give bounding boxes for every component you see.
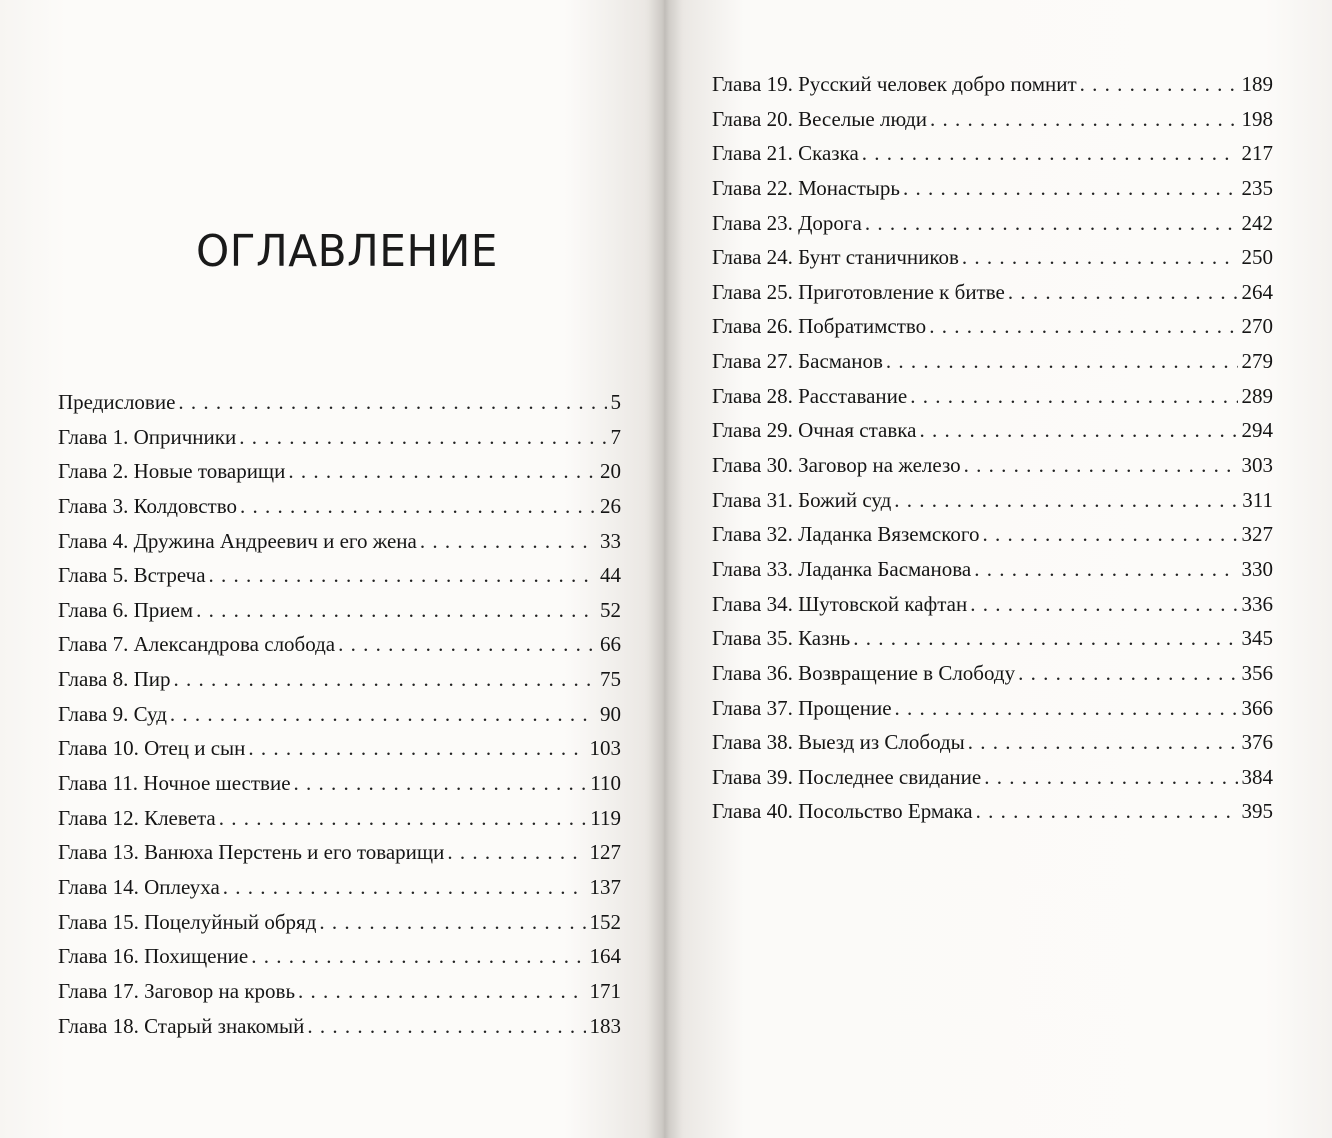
toc-entry-title: Глава 29. Очная ставка	[712, 418, 917, 443]
dot-leader	[970, 587, 1237, 622]
toc-entry-title: Глава 2. Новые товарищи	[58, 459, 286, 484]
toc-entry-page-number: 289	[1241, 383, 1273, 408]
toc-entry-title: Глава 23. Дорога	[712, 210, 862, 235]
dot-leader	[930, 102, 1237, 137]
toc-entry-page-number: 345	[1241, 626, 1273, 651]
toc-entry-page-number: 242	[1241, 210, 1273, 235]
toc-entry-title: Глава 8. Пир	[58, 667, 171, 692]
dot-leader	[338, 627, 596, 662]
dot-leader	[853, 621, 1237, 656]
toc-entry	[58, 870, 621, 905]
toc-entry-title: Глава 16. Похищение	[58, 944, 249, 969]
dot-leader	[886, 344, 1238, 379]
dot-leader	[974, 552, 1237, 587]
toc-entry-title: Глава 33. Ладанка Басманова	[712, 556, 972, 581]
toc-entry	[58, 1009, 621, 1044]
toc-entry	[58, 489, 621, 524]
toc-entry	[712, 691, 1273, 726]
dot-leader	[976, 794, 1238, 829]
book-gutter	[648, 0, 682, 1138]
dot-leader	[865, 206, 1238, 241]
toc-entry-page-number: 294	[1241, 418, 1273, 443]
dot-leader	[248, 731, 585, 766]
dot-leader	[447, 835, 585, 870]
toc-entry	[58, 974, 621, 1009]
toc-entry-title: Глава 3. Колдовство	[58, 493, 237, 518]
toc-entry-title: Глава 39. Последнее свидание	[712, 764, 982, 789]
toc-entry-title: Глава 14. Оплеуха	[58, 874, 220, 899]
toc-entry-title: Глава 5. Встреча	[58, 563, 206, 588]
toc-entry	[712, 171, 1273, 206]
dot-leader	[251, 939, 585, 974]
toc-entry	[58, 697, 621, 732]
dot-leader	[1018, 656, 1237, 691]
toc-entry	[712, 275, 1273, 310]
toc-entry-title: Глава 36. Возвращение в Слободу	[712, 660, 1016, 685]
toc-entry-page-number: 26	[600, 493, 621, 518]
toc-entry	[712, 725, 1273, 760]
toc-entry-page-number: 44	[600, 563, 621, 588]
dot-leader	[968, 725, 1238, 760]
right-page	[664, 0, 1332, 1138]
toc-entry-title: Глава 13. Ванюха Перстень и его товарищи	[58, 840, 445, 865]
toc-entry-page-number: 376	[1241, 730, 1273, 755]
toc-list-left	[58, 385, 621, 1043]
toc-entry-page-number: 279	[1241, 349, 1273, 374]
toc-entry	[712, 483, 1273, 518]
dot-leader	[288, 454, 596, 489]
toc-entry	[712, 136, 1273, 171]
toc-entry-title: Глава 1. Опричники	[58, 424, 237, 449]
toc-entry-page-number: 330	[1241, 556, 1273, 581]
toc-entry-page-number: 7	[610, 424, 621, 449]
toc-entry-page-number: 164	[589, 944, 621, 969]
toc-entry-page-number: 311	[1242, 487, 1273, 512]
toc-entry	[712, 552, 1273, 587]
dot-leader	[1008, 275, 1238, 310]
dot-leader	[895, 691, 1238, 726]
toc-entry	[712, 656, 1273, 691]
dot-leader	[219, 801, 587, 836]
dot-leader	[862, 136, 1238, 171]
toc-entry-page-number: 110	[590, 771, 621, 796]
toc-entry-page-number: 119	[590, 805, 621, 830]
toc-entry	[712, 413, 1273, 448]
toc-entry-page-number: 395	[1241, 799, 1273, 824]
toc-entry-page-number: 127	[589, 840, 621, 865]
toc-entry	[712, 344, 1273, 379]
toc-entry-title: Предисловие	[58, 390, 176, 414]
toc-entry-page-number: 66	[600, 632, 621, 657]
toc-entry	[712, 621, 1273, 656]
toc-entry	[58, 939, 621, 974]
toc-entry	[712, 587, 1273, 622]
toc-entry	[58, 454, 621, 489]
toc-entry-title: Глава 32. Ладанка Вяземского	[712, 522, 980, 547]
toc-entry-page-number: 75	[600, 667, 621, 692]
toc-entry-title: Глава 37. Прощение	[712, 695, 892, 720]
dot-leader	[319, 905, 585, 940]
toc-entry-page-number: 152	[589, 909, 621, 934]
dot-leader	[294, 766, 587, 801]
toc-list-right	[712, 67, 1273, 829]
toc-entry-title: Глава 31. Божий суд	[712, 487, 892, 512]
toc-entry	[58, 420, 621, 455]
toc-entry-title: Глава 38. Выезд из Слободы	[712, 730, 965, 755]
toc-entry-page-number: 103	[589, 736, 621, 761]
dot-leader	[420, 524, 596, 559]
toc-entry-page-number: 52	[600, 597, 621, 622]
toc-entry	[58, 627, 621, 662]
dot-leader	[962, 240, 1238, 275]
toc-entry-page-number: 250	[1241, 245, 1273, 270]
dot-leader	[240, 489, 596, 524]
toc-entry-title: Глава 19. Русский человек добро помнит	[712, 72, 1077, 96]
toc-entry	[712, 240, 1273, 275]
toc-entry-title: Глава 10. Отец и сын	[58, 736, 246, 761]
toc-entry-title: Глава 9. Суд	[58, 701, 167, 726]
dot-leader	[173, 662, 596, 697]
toc-entry-page-number: 217	[1241, 141, 1273, 166]
left-page	[0, 0, 664, 1138]
toc-entry-page-number: 5	[610, 390, 621, 414]
toc-entry-title: Глава 20. Веселые люди	[712, 106, 928, 131]
toc-entry-page-number: 356	[1241, 660, 1273, 685]
toc-entry-title: Глава 25. Приготовление к битве	[712, 279, 1005, 304]
dot-leader	[903, 171, 1238, 206]
dot-leader	[982, 517, 1237, 552]
toc-entry	[58, 766, 621, 801]
toc-entry-page-number: 366	[1241, 695, 1273, 720]
toc-entry-page-number: 90	[600, 701, 621, 726]
toc-entry-title: Глава 4. Дружина Андреевич и его жена	[58, 528, 417, 553]
page-title: ОГЛАВЛЕНИЕ	[196, 226, 498, 277]
toc-entry	[58, 801, 621, 836]
toc-entry	[712, 379, 1273, 414]
dot-leader	[170, 697, 596, 732]
toc-entry	[712, 206, 1273, 241]
toc-entry-title: Глава 34. Шутовской кафтан	[712, 591, 968, 616]
dot-leader	[910, 379, 1237, 414]
toc-entry-title: Глава 40. Посольство Ермака	[712, 799, 973, 824]
dot-leader	[919, 413, 1237, 448]
toc-entry-page-number: 303	[1241, 453, 1273, 478]
toc-entry	[58, 835, 621, 870]
toc-entry-title: Глава 15. Поцелуйный обряд	[58, 909, 317, 934]
toc-entry	[712, 309, 1273, 344]
toc-entry	[712, 760, 1273, 795]
toc-entry	[58, 662, 621, 697]
toc-entry-page-number: 33	[600, 528, 621, 553]
dot-leader	[307, 1009, 585, 1044]
toc-entry	[712, 102, 1273, 137]
toc-entry	[58, 905, 621, 940]
toc-entry-page-number: 264	[1241, 279, 1273, 304]
toc-entry-title: Глава 30. Заговор на железо	[712, 453, 961, 478]
toc-entry	[712, 448, 1273, 483]
toc-entry-title: Глава 35. Казнь	[712, 626, 851, 651]
toc-entry	[58, 385, 621, 420]
dot-leader	[1080, 67, 1238, 102]
toc-entry-title: Глава 27. Басманов	[712, 349, 883, 374]
toc-entry-page-number: 235	[1241, 175, 1273, 200]
toc-entry-page-number: 20	[600, 459, 621, 484]
toc-entry-page-number: 189	[1241, 72, 1273, 96]
dot-leader	[298, 974, 585, 1009]
toc-entry-title: Глава 12. Клевета	[58, 805, 216, 830]
dot-leader	[223, 870, 586, 905]
dot-leader	[929, 309, 1237, 344]
toc-entry-page-number: 270	[1241, 314, 1273, 339]
toc-entry-page-number: 198	[1241, 106, 1273, 131]
toc-entry-title: Глава 17. Заговор на кровь	[58, 978, 296, 1003]
toc-entry-title: Глава 24. Бунт станичников	[712, 245, 959, 270]
dot-leader	[894, 483, 1238, 518]
dot-leader	[209, 558, 596, 593]
toc-entry	[712, 794, 1273, 829]
toc-entry	[58, 731, 621, 766]
toc-entry-page-number: 183	[589, 1013, 621, 1038]
toc-entry-title: Глава 21. Сказка	[712, 141, 859, 166]
toc-entry-title: Глава 22. Монастырь	[712, 175, 900, 200]
dot-leader	[178, 385, 606, 420]
toc-entry-title: Глава 7. Александрова слобода	[58, 632, 336, 657]
dot-leader	[196, 593, 596, 628]
toc-entry-page-number: 327	[1241, 522, 1273, 547]
toc-entry-title: Глава 18. Старый знакомый	[58, 1013, 305, 1038]
toc-entry-page-number: 137	[589, 874, 621, 899]
toc-entry-title: Глава 11. Ночное шествие	[58, 771, 291, 796]
toc-entry-title: Глава 26. Побратимство	[712, 314, 927, 339]
toc-entry-page-number: 336	[1241, 591, 1273, 616]
toc-entry	[58, 593, 621, 628]
dot-leader	[239, 420, 606, 455]
toc-entry	[712, 67, 1273, 102]
dot-leader	[964, 448, 1238, 483]
toc-entry-title: Глава 6. Прием	[58, 597, 194, 622]
toc-entry	[58, 524, 621, 559]
toc-entry	[58, 558, 621, 593]
toc-entry-page-number: 171	[589, 978, 621, 1003]
dot-leader	[984, 760, 1237, 795]
toc-entry-page-number: 384	[1241, 764, 1273, 789]
toc-entry	[712, 517, 1273, 552]
toc-entry-title: Глава 28. Расставание	[712, 383, 908, 408]
